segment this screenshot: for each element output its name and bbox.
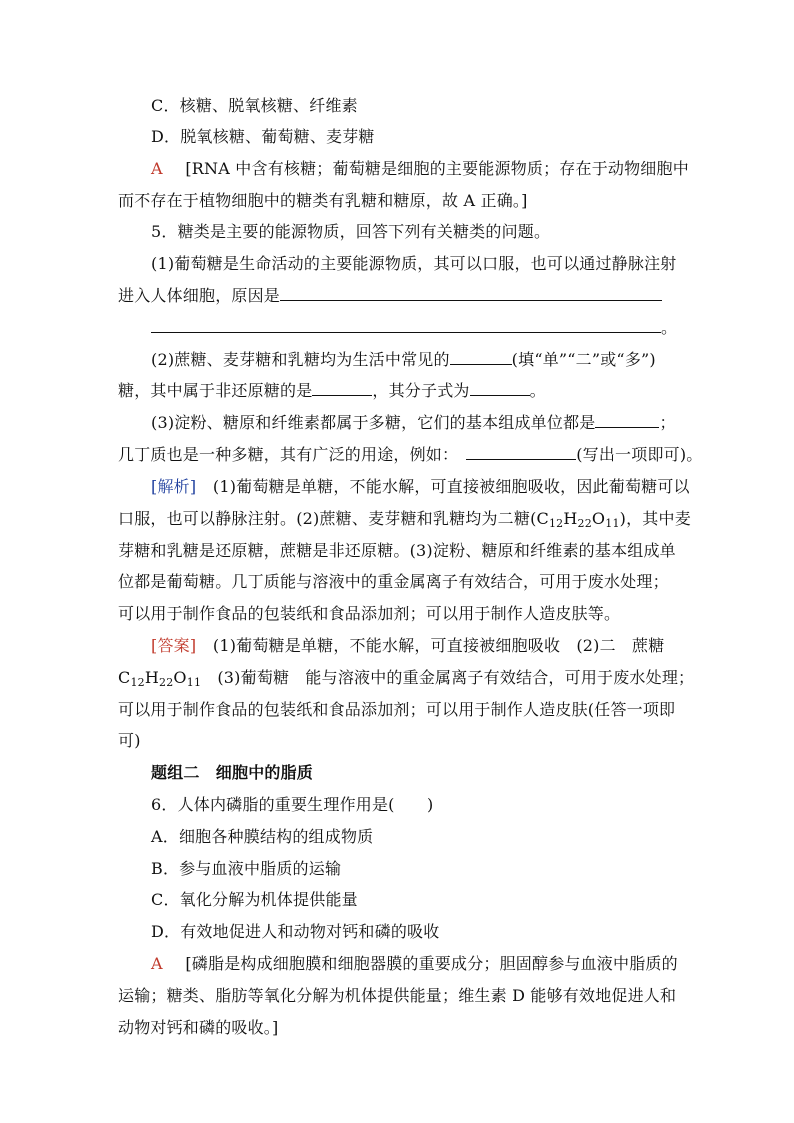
q5-part1-line2 [118, 286, 662, 306]
q5-answer-line4: 可) [118, 731, 141, 750]
q6-option-a: A．细胞各种膜结构的组成物质 [151, 827, 374, 846]
q6-explanation-text: [磷脂是构成细胞膜和细胞器膜的重要成分；胆固醇参与血液中脂质的 [185, 954, 678, 973]
answer-text-2c: H [144, 668, 160, 687]
q5-part1-line1: (1)葡萄糖是生命活动的主要能源物质，其可以口服，也可以通过静脉注射 [151, 254, 677, 273]
q6-option-b: B．参与血液中脂质的运输 [151, 859, 342, 878]
subscript: 11 [186, 676, 202, 689]
subscript: 22 [159, 676, 174, 689]
q5-part3-text-c: 几丁质也是一种多糖，其有广泛的用途，例如： [118, 445, 459, 464]
answer-text-2a: C [118, 668, 131, 687]
analysis-text-2a: 口服，也可以静脉注射。(2)蔗糖、麦芽糖和乳糖均为二糖(C [118, 509, 549, 528]
q5-part1-period: 。 [661, 318, 678, 337]
q5-analysis-line1 [151, 477, 690, 497]
q5-part2-line1 [151, 350, 656, 370]
q5-part3-text-a: (3)淀粉、糖原和纤维素都属于多糖，它们的基本组成单位都是 [151, 413, 596, 432]
q5-part2-blank-1[interactable] [450, 350, 512, 365]
q5-answer-line3: 可以用于制作食品的包装纸和食品添加剂；可以用于制作人造皮肤(任答一项即 [118, 700, 676, 719]
q5-analysis-line5: 可以用于制作食品的包装纸和食品添加剂；可以用于制作人造皮肤等。 [118, 604, 621, 623]
q5-part1-line3 [151, 318, 677, 338]
q5-analysis-line3: 芽糖和乳糖是还原糖，蔗糖是非还原糖。(3)淀粉、糖原和纤维素的基本组成单 [118, 541, 676, 560]
analysis-text-2g: )，其中麦 [619, 509, 691, 528]
subscript: 12 [548, 517, 564, 530]
q5-part1-prompt: 进入人体细胞，原因是 [118, 286, 281, 305]
q5-part3-text-b: ； [659, 413, 676, 432]
answer-text-2e: O [173, 668, 187, 687]
q5-part2-text-a: (2)蔗糖、麦芽糖和乳糖均为生活中常见的 [151, 350, 450, 369]
q5-part1-blank-1[interactable] [280, 286, 662, 301]
answer-text-1: (1)葡萄糖是单糖，不能水解，可直接被细胞吸收 (2)二 蔗糖 [212, 636, 665, 655]
q6-explanation-line2: 运输；糖类、脂肪等氧化分解为机体提供能量；维生素 D 能够有效地促进人和 [118, 986, 677, 1005]
q5-analysis-line2 [118, 509, 691, 529]
q5-analysis-line4: 位都是葡萄糖。几丁质能与溶液中的重金属离子有效结合，可用于废水处理； [118, 572, 669, 591]
group2-title: 题组二 细胞中的脂质 [151, 763, 314, 782]
q5-answer-line1 [151, 636, 664, 656]
subscript: 12 [130, 676, 145, 689]
q5-part3-text-d: (写出一项即可)。 [576, 445, 703, 464]
q5-part2-text-c: 糖，其中属于非还原糖的是 [118, 381, 313, 400]
q6-stem: 6．人体内磷脂的重要生理作用是( ) [151, 795, 434, 814]
q5-part2-blank-2[interactable] [312, 381, 372, 396]
q6-option-c: C．氧化分解为机体提供能量 [151, 890, 358, 909]
q5-part3-line2 [118, 445, 703, 465]
q5-part2-text-e: 。 [529, 381, 546, 400]
q5-part3-line1 [151, 413, 676, 433]
q4-explanation-line-2: 而不存在于植物细胞中的糖类有乳糖和糖原，故 A 正确。] [118, 191, 528, 210]
answer-tag: [答案] [151, 636, 197, 655]
q4-option-c: C．核糖、脱氧核糖、纤维素 [151, 96, 358, 115]
q4-explanation-line-1 [151, 159, 689, 179]
q5-part2-blank-3[interactable] [470, 381, 530, 396]
q5-part3-blank-2[interactable] [466, 445, 576, 460]
q4-answer-letter: A [151, 159, 163, 178]
q6-explanation-line3: 动物对钙和磷的吸收。] [118, 1018, 279, 1037]
analysis-text-2e: O [591, 509, 606, 528]
q5-part2-line2 [118, 381, 546, 401]
q5-part2-text-b: (填“单”“二”或“多”) [511, 350, 656, 369]
q4-explanation-text: [RNA 中含有核糖；葡萄糖是细胞的主要能源物质；存在于动物细胞中 [185, 159, 689, 178]
answer-text-2g: (3)葡萄糖 能与溶液中的重金属离子有效结合，可用于废水处理； [201, 668, 695, 687]
q5-stem: 5．糖类是主要的能源物质，回答下列有关糖类的问题。 [151, 222, 551, 241]
analysis-text-1: (1)葡萄糖是单糖，不能水解，可直接被细胞吸收，因此葡萄糖可以 [212, 477, 690, 496]
subscript: 11 [605, 517, 620, 530]
q5-part2-text-d: ，其分子式为 [372, 381, 470, 400]
q4-option-d: D．脱氧核糖、葡萄糖、麦芽糖 [151, 127, 375, 146]
q5-part1-blank-2[interactable] [151, 318, 661, 333]
q5-answer-line2 [118, 668, 694, 688]
q6-explanation-line1 [151, 954, 678, 974]
subscript: 22 [577, 517, 592, 530]
q6-answer-letter: A [151, 954, 163, 973]
analysis-tag: [解析] [151, 477, 197, 496]
q6-option-d: D．有效地促进人和动物对钙和磷的吸收 [151, 922, 440, 941]
analysis-text-2c: H [563, 509, 578, 528]
q5-part3-blank-1[interactable] [595, 413, 659, 428]
